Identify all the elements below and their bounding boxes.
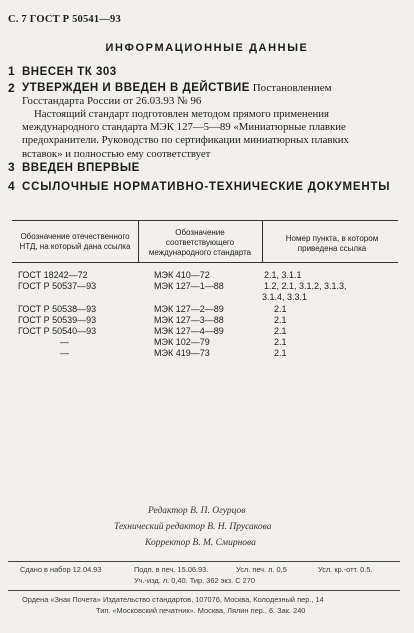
item-number: 2 (8, 81, 15, 95)
cell-iec: МЭК 127—2—89 (154, 304, 224, 314)
cell-iec: МЭК 127—3—88 (154, 315, 224, 325)
footer-edition: Уч.-изд. л. 0,40. Тир. 362 экз. С 270 (134, 576, 255, 585)
cell-ntd: ГОСТ 18242—72 (18, 270, 88, 280)
footer-print-sheets: Усл. печ. л. 0,5 (236, 565, 287, 574)
signature-corrector (145, 538, 256, 548)
item-number: 3 (8, 160, 15, 174)
footer-printer: Тип. «Московский печатник». Москва, Лялин пер., 6. Зак. 240 (96, 606, 306, 615)
info-item-4 (8, 180, 400, 194)
item-heading: ССЫЛОЧНЫЕ НОРМАТИВНО-ТЕХНИЧЕСКИЕ ДОКУМЕНТЫ (22, 181, 391, 193)
item-heading: ВНЕСЕН ТК 303 (22, 66, 117, 78)
cell-clause: 2.1 (274, 348, 287, 358)
info-item-1 (8, 65, 394, 79)
cell-iec: МЭК 102—79 (154, 337, 210, 347)
signature-name: В. П. Огурцов (190, 506, 246, 516)
signature-name: В. М. Смирнова (192, 538, 256, 548)
footer-mid-rule (8, 590, 400, 591)
item-number: 4 (8, 179, 15, 193)
signature-role: Технический редактор (114, 522, 205, 532)
page-header: С. 7 ГОСТ Р 50541—93 (8, 14, 121, 25)
item-heading: ВВЕДЕН ВПЕРВЫЕ (22, 162, 140, 174)
cell-clause: 2.1 (274, 315, 287, 325)
cell-ntd: ГОСТ Р 50539—93 (18, 315, 97, 325)
footer-typeset-date: Сдано в набор 12.04.93 (20, 565, 102, 574)
table-column-divider (262, 220, 263, 262)
signature-role: Корректор (145, 538, 191, 548)
table-header-clause: Номер пункта, в котором приведена ссылка (285, 234, 379, 253)
cell-ntd: — (60, 348, 69, 358)
item-text: Постановлением Госстандарта России от 26.03.93 № 96 (22, 82, 332, 107)
cell-clause: 1.2, 2.1, 3.1.2, 3.1.3, (264, 281, 347, 291)
info-item-3 (8, 161, 394, 175)
table-header-ntd: Обозначение отечественного НТД, на который дана ссылка (19, 232, 131, 251)
table-column-divider (138, 220, 139, 262)
cell-clause: 2.1 (274, 337, 287, 347)
footer-print-impressions: Усл. кр.-отт. 0.5. (318, 565, 373, 574)
cell-ntd: ГОСТ Р 50540—93 (18, 326, 97, 336)
cell-ntd: — (60, 337, 69, 347)
cell-clause: 3.1.4, 3.3.1 (262, 292, 308, 302)
item-number: 1 (8, 64, 15, 78)
signature-name: В. Н. Прусакова (207, 522, 272, 532)
signature-role: Редактор (148, 506, 188, 516)
section-title: ИНФОРМАЦИОННЫЕ ДАННЫЕ (105, 42, 309, 54)
signature-editor (148, 506, 245, 516)
cell-ntd: ГОСТ Р 50537—93 (18, 281, 97, 291)
cell-clause: 2.1 (274, 304, 287, 314)
cell-ntd: ГОСТ Р 50538—93 (18, 304, 97, 314)
cell-iec: МЭК 127—4—89 (154, 326, 224, 336)
cell-iec: МЭК 419—73 (154, 348, 210, 358)
footer-publisher: Ордена «Знак Почета» Издательство стандартов, 107076, Москва, Колодезный пер., 14 (22, 595, 324, 604)
signature-tech-editor (114, 522, 271, 532)
info-item-2 (8, 82, 394, 108)
table-header-iec: Обозначение соответствующего международного стандарта (148, 228, 252, 257)
footer-top-rule (8, 561, 400, 562)
cell-iec: МЭК 127—1—88 (154, 281, 224, 291)
cell-clause: 2.1, 3.1.1 (264, 270, 302, 280)
table-header-rule (12, 262, 398, 263)
cell-clause: 2.1 (274, 326, 287, 336)
cell-iec: МЭК 410—72 (154, 270, 210, 280)
table-top-rule (12, 220, 398, 221)
references-table (12, 220, 398, 360)
item-2-paragraph: Настоящий стандарт подготовлен методом прямого применения международного стандарта МЭК 127—5—89 «Миниатюрные плавкие предохранители. Руководство по сертификации миниатюрных плавких вставок» и полностью ему соответствует (22, 108, 349, 160)
item-heading: УТВЕРЖДЕН И ВВЕДЕН В ДЕЙСТВИЕ (22, 82, 250, 94)
footer-print-date: Подп. в печ. 15.06.93. (134, 565, 209, 574)
